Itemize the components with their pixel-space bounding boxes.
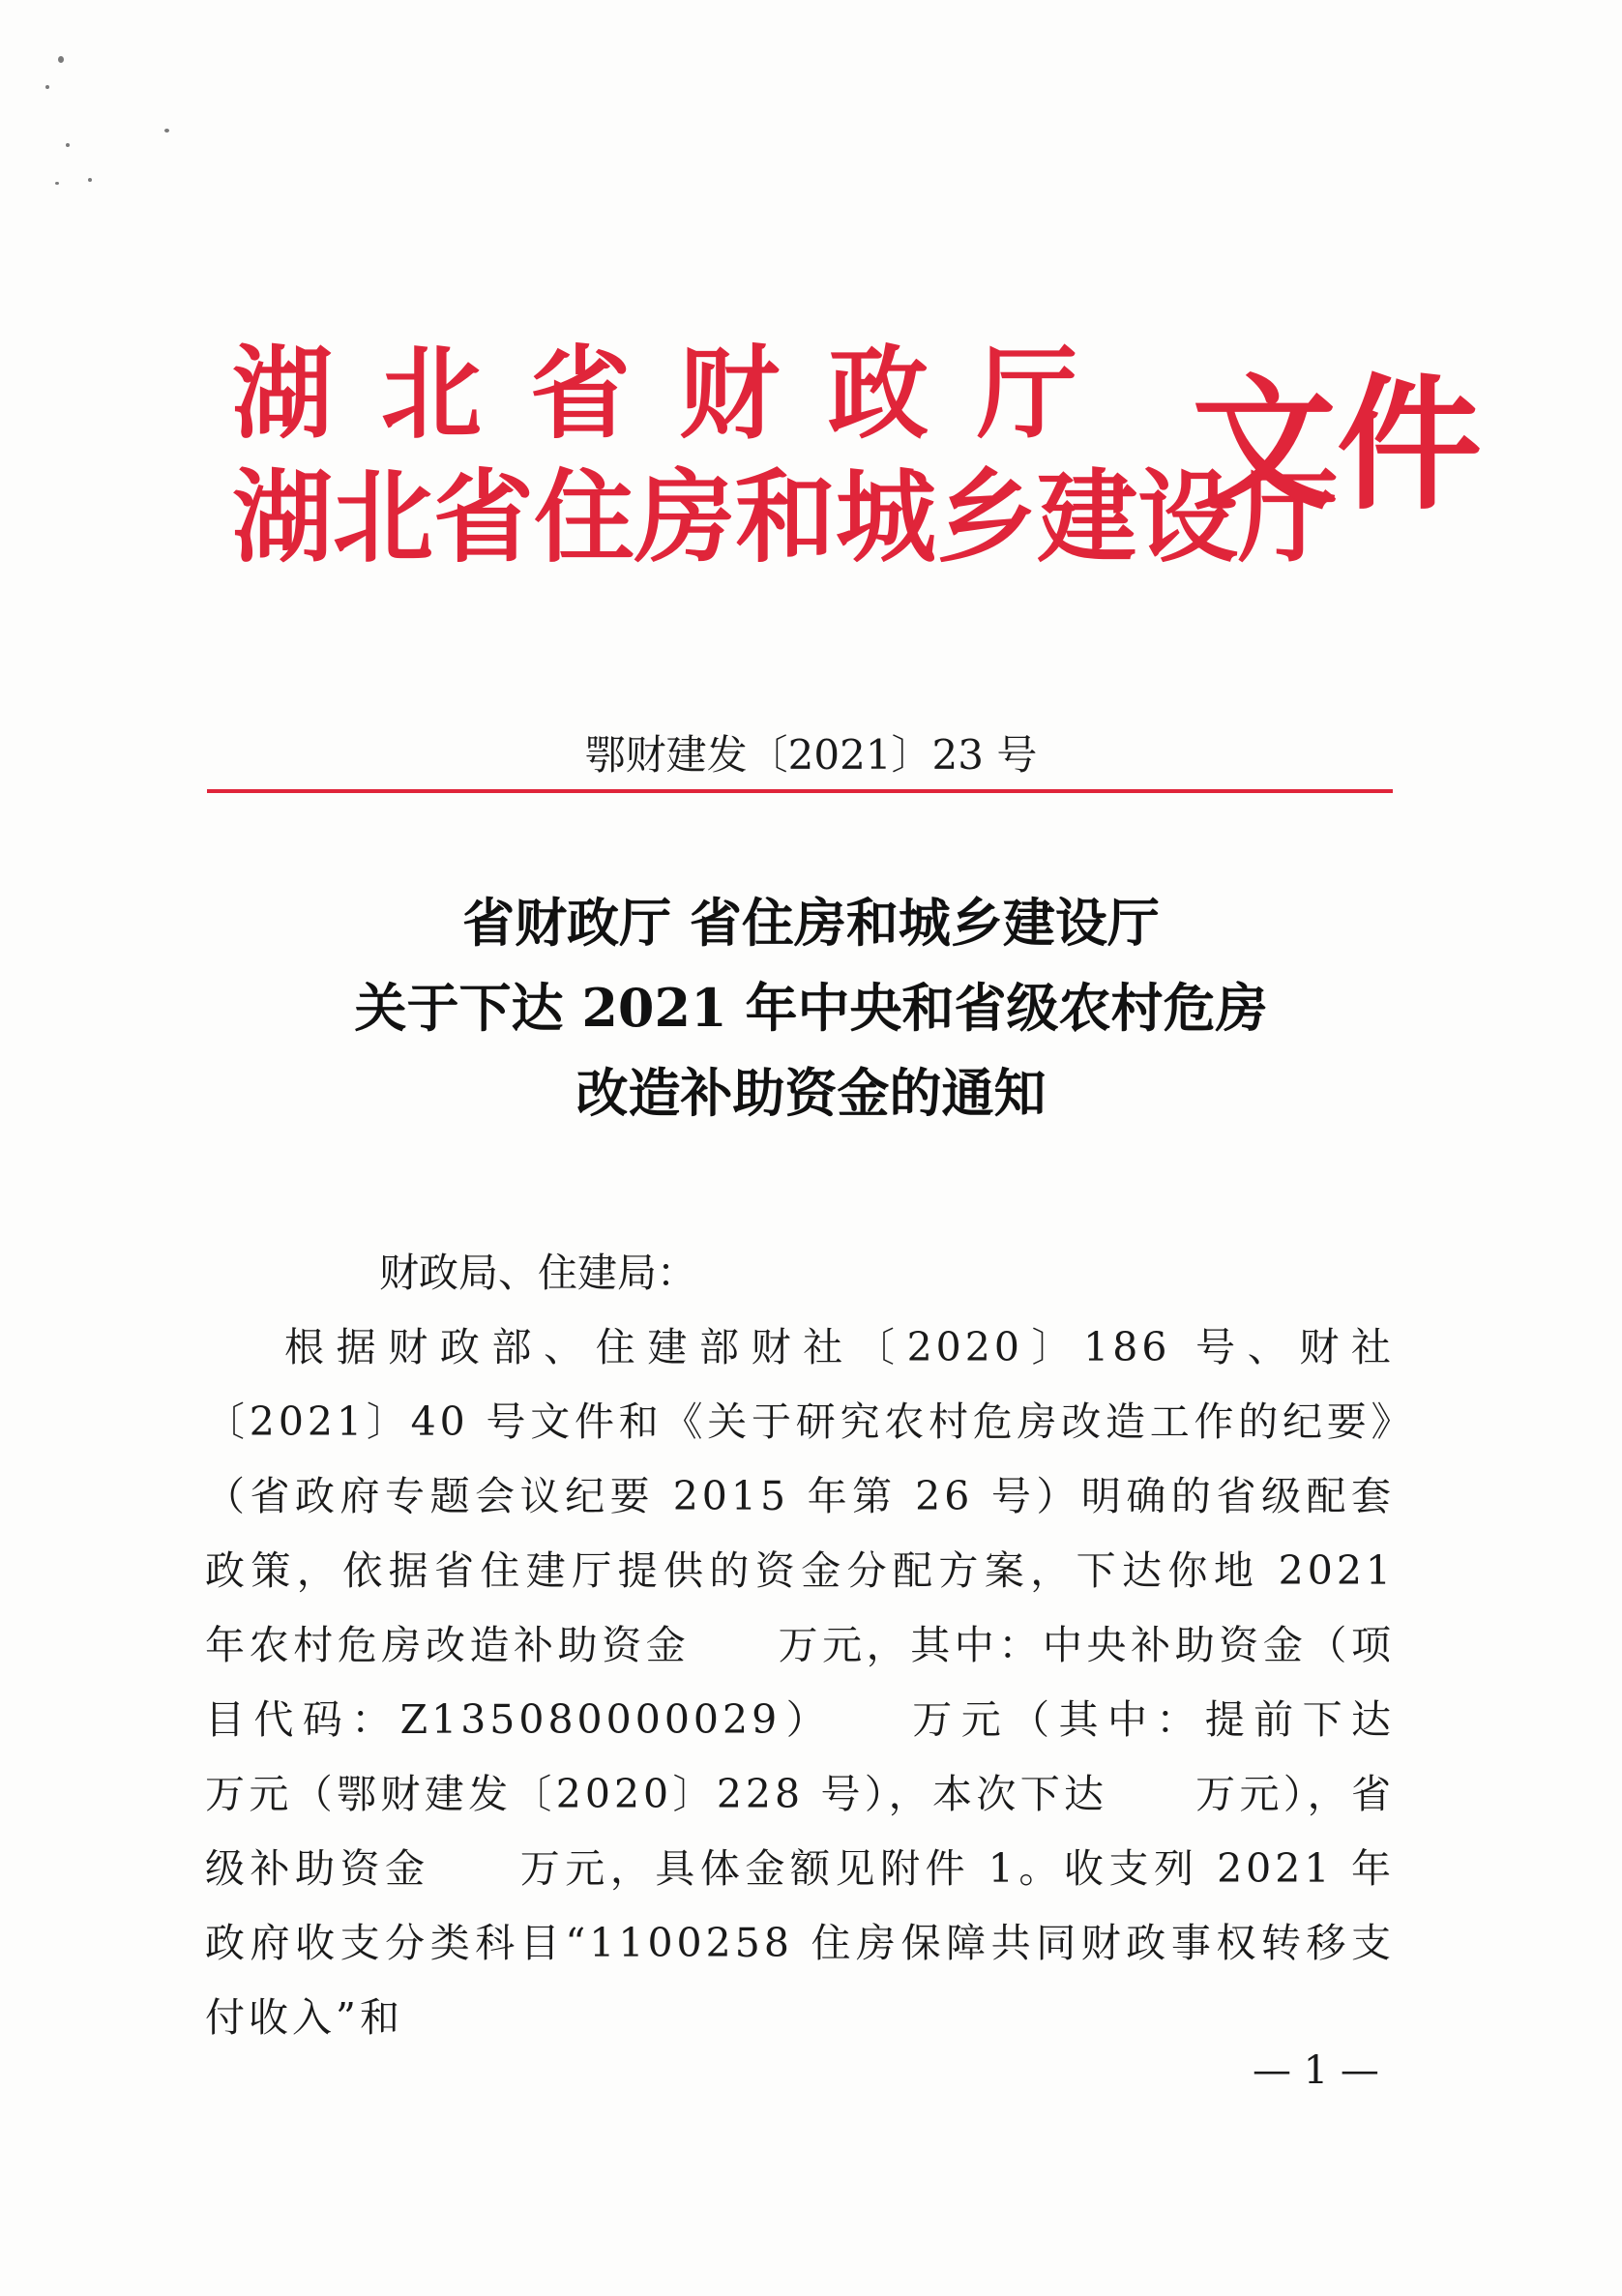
title-line-3: 改造补助资金的通知: [575, 1062, 1047, 1124]
document-number: 鄂财建发〔2021〕23 号: [584, 731, 1038, 779]
header-line-housing-department: 湖北省住房和城乡建设厅: [232, 457, 1340, 576]
red-separator-line: [207, 789, 1393, 793]
page-number: — 1 —: [1253, 2048, 1379, 2093]
issuing-authority-header: [232, 334, 1483, 585]
document-title: [0, 880, 1622, 1135]
title-line-1: 省财政厅 省住房和城乡建设厅: [462, 892, 1160, 954]
body-paragraph: 根据财政部、住建部财社〔2020〕186 号、财社〔2021〕40 号文件和《关于研究农村危房改造工作的纪要》（省政府专题会议纪要 2015 年第 26 号）明确的省级配套政策，依据省住建厅提供的资金分配方案，下达你地 2021 年农村危房改造补助资金 万元，其中：中央补助资金（项目代码：Z135080000029） 万元（其中：提前下达 万元（鄂财建发〔2020〕228 号），本次下达 万元），省级补助资金 万元，具体金额见附件 1。收支列 2021 年政府收支分类科目“1100258 住房保障共同财政事权转移支付收入”和: [205, 1324, 1482, 2041]
document-body: [205, 1236, 1482, 2055]
header-document-suffix: 文件: [1192, 360, 1483, 530]
salutation: 财政局、住建局：: [379, 1250, 696, 1296]
title-line-2: 关于下达 2021 年中央和省级农村危房: [354, 977, 1268, 1039]
header-line-finance-department: 湖北省财政厅: [232, 334, 1127, 453]
